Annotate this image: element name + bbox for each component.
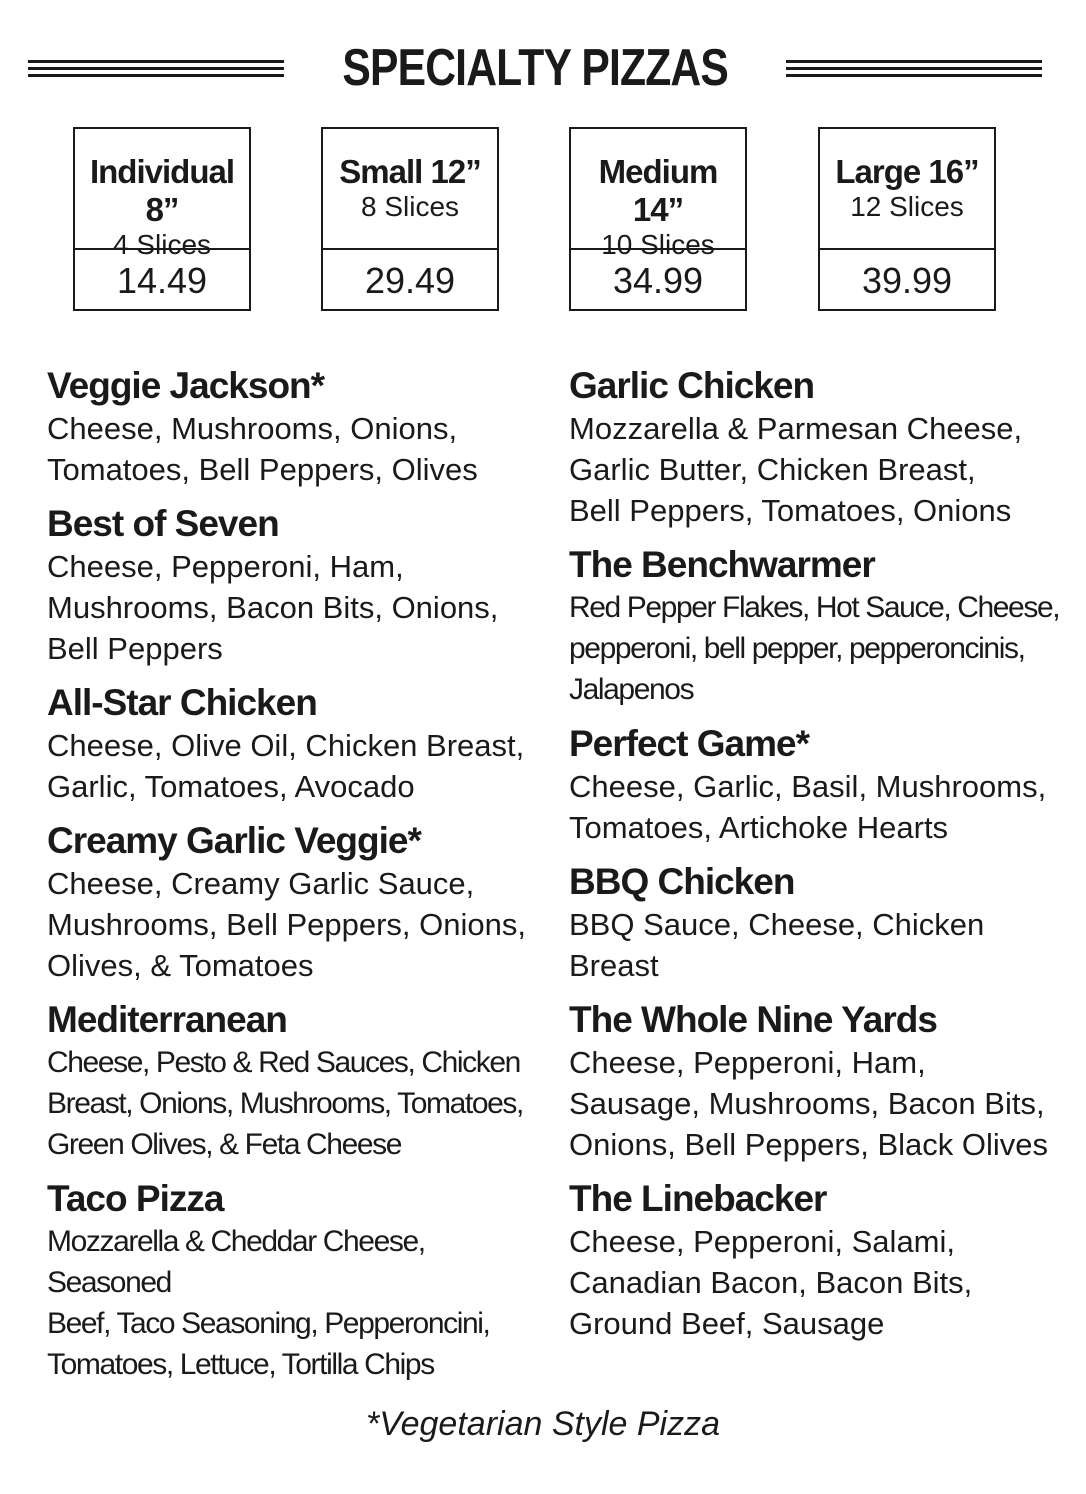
- left-pizza-column: [47, 364, 547, 1397]
- pizza-name: The Benchwarmer: [569, 544, 875, 585]
- pizza-ingredients: [569, 1042, 1084, 1165]
- size-name: Small 12”: [339, 153, 481, 190]
- pizza-item-best-of-seven: [47, 502, 547, 669]
- ingredients-line: Tomatoes, Bell Peppers, Olives: [47, 452, 478, 487]
- right-decorative-rules: [786, 60, 1042, 77]
- ingredients-line: Breast: [569, 948, 659, 983]
- ingredients-line: BBQ Sauce, Cheese, Chicken: [569, 907, 985, 942]
- ingredients-line: Red Pepper Flakes, Hot Sauce, Cheese,: [569, 591, 1060, 624]
- pizza-name: The Linebacker: [569, 1178, 827, 1219]
- pizza-item-the-linebacker: [569, 1177, 1084, 1344]
- ingredients-line: Garlic Butter, Chicken Breast,: [569, 452, 976, 487]
- ingredients-line: Olives, & Tomatoes: [47, 948, 314, 983]
- size-price: 14.49: [116, 260, 208, 301]
- pizza-name: The Whole Nine Yards: [569, 999, 937, 1040]
- size-price: 39.99: [861, 260, 953, 301]
- ingredients-line: pepperoni, bell pepper, pepperoncinis,: [569, 632, 1025, 665]
- ingredients-line: Green Olives, & Feta Cheese: [47, 1128, 402, 1161]
- pizza-item-bbq-chicken: [569, 860, 1084, 986]
- pizza-item-garlic-chicken: [569, 364, 1084, 531]
- left-decorative-rules: [28, 60, 284, 77]
- size-card-individual: [73, 127, 251, 311]
- ingredients-line: Onions, Bell Peppers, Black Olives: [569, 1127, 1048, 1162]
- size-slices: 12 Slices: [850, 191, 964, 222]
- pizza-name: Perfect Game*: [569, 723, 809, 764]
- ingredients-line: Tomatoes, Artichoke Hearts: [569, 810, 949, 845]
- right-pizza-column: [569, 364, 1084, 1356]
- pizza-ingredients: [47, 863, 547, 986]
- ingredients-line: Mushrooms, Bacon Bits, Onions,: [47, 590, 499, 625]
- size-name: Large 16”: [835, 153, 979, 190]
- page-title: SPECIALTY PIZZAS: [342, 39, 728, 97]
- pizza-item-perfect-game: [569, 722, 1084, 848]
- pizza-name: Best of Seven: [47, 503, 279, 544]
- pizza-ingredients: [47, 546, 547, 669]
- pizza-name: BBQ Chicken: [569, 861, 795, 902]
- vegetarian-footnote: *Vegetarian Style Pizza: [365, 1405, 721, 1443]
- size-card-small: [321, 127, 499, 311]
- pizza-item-veggie-jackson: [47, 364, 547, 490]
- ingredients-line: Canadian Bacon, Bacon Bits,: [569, 1265, 973, 1300]
- ingredients-line: Mozzarella & Cheddar Cheese, Seasoned: [47, 1225, 425, 1299]
- pizza-name: Creamy Garlic Veggie*: [47, 820, 421, 861]
- pizza-ingredients: [569, 587, 1084, 710]
- ingredients-line: Beef, Taco Seasoning, Pepperoncini,: [47, 1307, 490, 1340]
- ingredients-line: Cheese, Pepperoni, Salami,: [569, 1224, 956, 1259]
- pizza-name: Garlic Chicken: [569, 365, 815, 406]
- size-card-medium: [569, 127, 747, 311]
- pizza-name: Veggie Jackson*: [47, 365, 325, 406]
- pizza-item-the-benchwarmer: [569, 543, 1084, 710]
- size-price: 34.99: [612, 260, 704, 301]
- size-card-large: [818, 127, 996, 311]
- pizza-ingredients: [47, 725, 547, 807]
- pizza-name: All-Star Chicken: [47, 682, 317, 723]
- pizza-item-taco-pizza: [47, 1177, 547, 1385]
- pizza-name: Taco Pizza: [47, 1178, 224, 1219]
- ingredients-line: Cheese, Pepperoni, Ham,: [47, 549, 404, 584]
- ingredients-line: Mushrooms, Bell Peppers, Onions,: [47, 907, 526, 942]
- ingredients-line: Cheese, Pesto & Red Sauces, Chicken: [47, 1046, 520, 1079]
- pizza-ingredients: [569, 766, 1084, 848]
- ingredients-line: Sausage, Mushrooms, Bacon Bits,: [569, 1086, 1045, 1121]
- pizza-ingredients: [569, 904, 1084, 986]
- ingredients-line: Breast, Onions, Mushrooms, Tomatoes,: [47, 1087, 523, 1120]
- ingredients-line: Garlic, Tomatoes, Avocado: [47, 769, 415, 804]
- size-slices: 10 Slices: [601, 229, 715, 260]
- ingredients-line: Cheese, Olive Oil, Chicken Breast,: [47, 728, 525, 763]
- ingredients-line: Tomatoes, Lettuce, Tortilla Chips: [47, 1348, 434, 1381]
- pizza-name: Mediterranean: [47, 999, 287, 1040]
- pizza-item-the-whole-nine-yards: [569, 998, 1084, 1165]
- pizza-ingredients: [47, 1042, 547, 1165]
- pizza-ingredients: [569, 1221, 1084, 1344]
- menu-header: [28, 38, 1042, 98]
- ingredients-line: Bell Peppers: [47, 631, 223, 666]
- size-slices: 4 Slices: [112, 229, 212, 260]
- ingredients-line: Ground Beef, Sausage: [569, 1306, 885, 1341]
- ingredients-line: Cheese, Creamy Garlic Sauce,: [47, 866, 475, 901]
- size-slices: 8 Slices: [360, 191, 460, 222]
- ingredients-line: Cheese, Garlic, Basil, Mushrooms,: [569, 769, 1047, 804]
- pizza-ingredients: [47, 408, 547, 490]
- size-price-table: [0, 127, 1086, 315]
- pizza-item-creamy-garlic-veggie: [47, 819, 547, 986]
- pizza-item-mediterranean: [47, 998, 547, 1165]
- pizza-ingredients: [47, 1221, 547, 1385]
- ingredients-line: Cheese, Mushrooms, Onions,: [47, 411, 458, 446]
- ingredients-line: Cheese, Pepperoni, Ham,: [569, 1045, 926, 1080]
- size-price: 29.49: [364, 260, 456, 301]
- pizza-item-all-star-chicken: [47, 681, 547, 807]
- pizza-ingredients: [569, 408, 1084, 531]
- size-name: Individual 8”: [89, 153, 234, 228]
- size-name: Medium 14”: [598, 153, 718, 228]
- ingredients-line: Bell Peppers, Tomatoes, Onions: [569, 493, 1012, 528]
- ingredients-line: Mozzarella & Parmesan Cheese,: [569, 411, 1023, 446]
- ingredients-line: Jalapenos: [569, 673, 694, 706]
